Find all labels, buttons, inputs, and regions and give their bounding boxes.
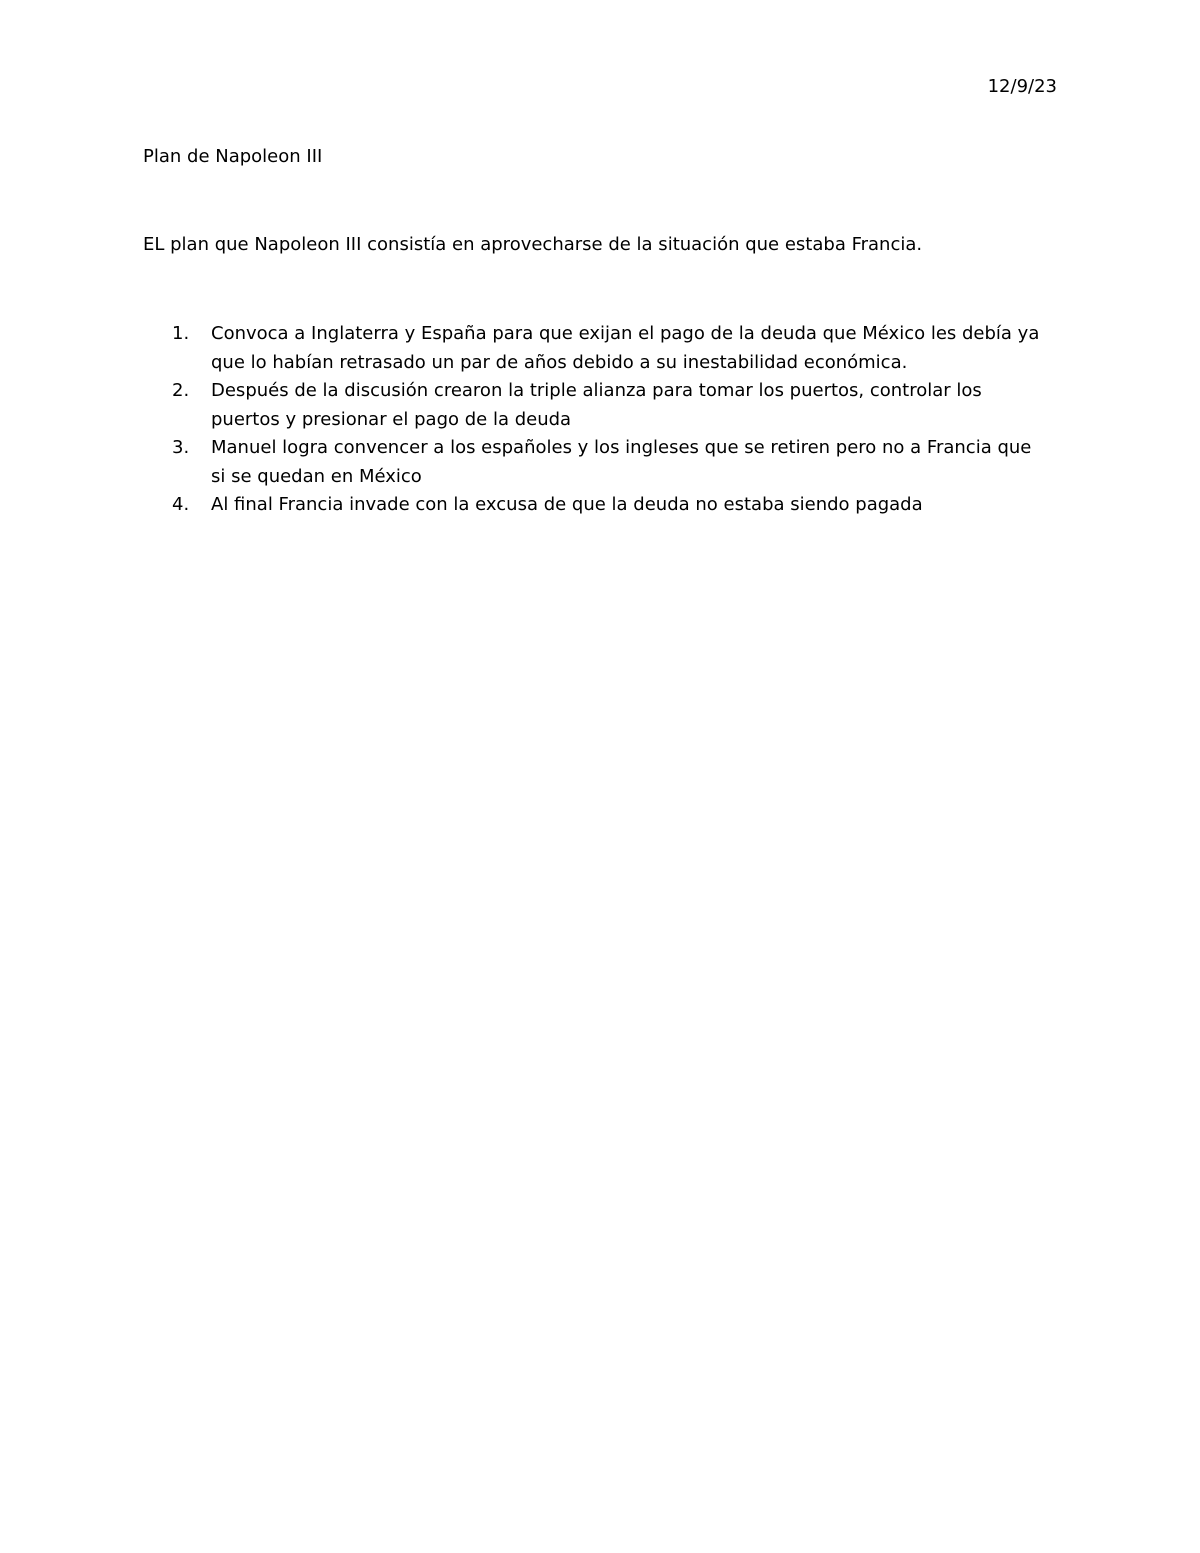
list-item (0, 377, 1051, 434)
document-date: 12/9/23 (987, 76, 1057, 97)
list-item-text: Al final Francia invade con la excusa de que la deuda no estaba siendo pagada (211, 494, 923, 515)
list-item-text: Convoca a Inglaterra y España para que exijan el pago de la deuda que México les debía ya que lo habían retrasado un par de años debido a su inestabilidad económica. (211, 323, 1040, 373)
intro-paragraph: EL plan que Napoleon III consistía en aprovecharse de la situación que estaba Francia. (143, 234, 923, 255)
steps-list (0, 320, 1200, 520)
list-item-number: 4. (172, 494, 190, 515)
list-item (0, 491, 1051, 520)
list-item (0, 434, 1051, 491)
list-item-number: 3. (172, 437, 190, 458)
list-item-text: Después de la discusión crearon la triple alianza para tomar los puertos, controlar los puertos y presionar el pago de la deuda (211, 380, 982, 430)
list-item-text: Manuel logra convencer a los españoles y los ingleses que se retiren pero no a Francia que si se quedan en México (211, 437, 1032, 487)
list-item-number: 1. (172, 323, 190, 344)
list-item (0, 320, 1051, 377)
list-item-number: 2. (172, 380, 190, 401)
document-title: Plan de Napoleon III (143, 146, 323, 167)
